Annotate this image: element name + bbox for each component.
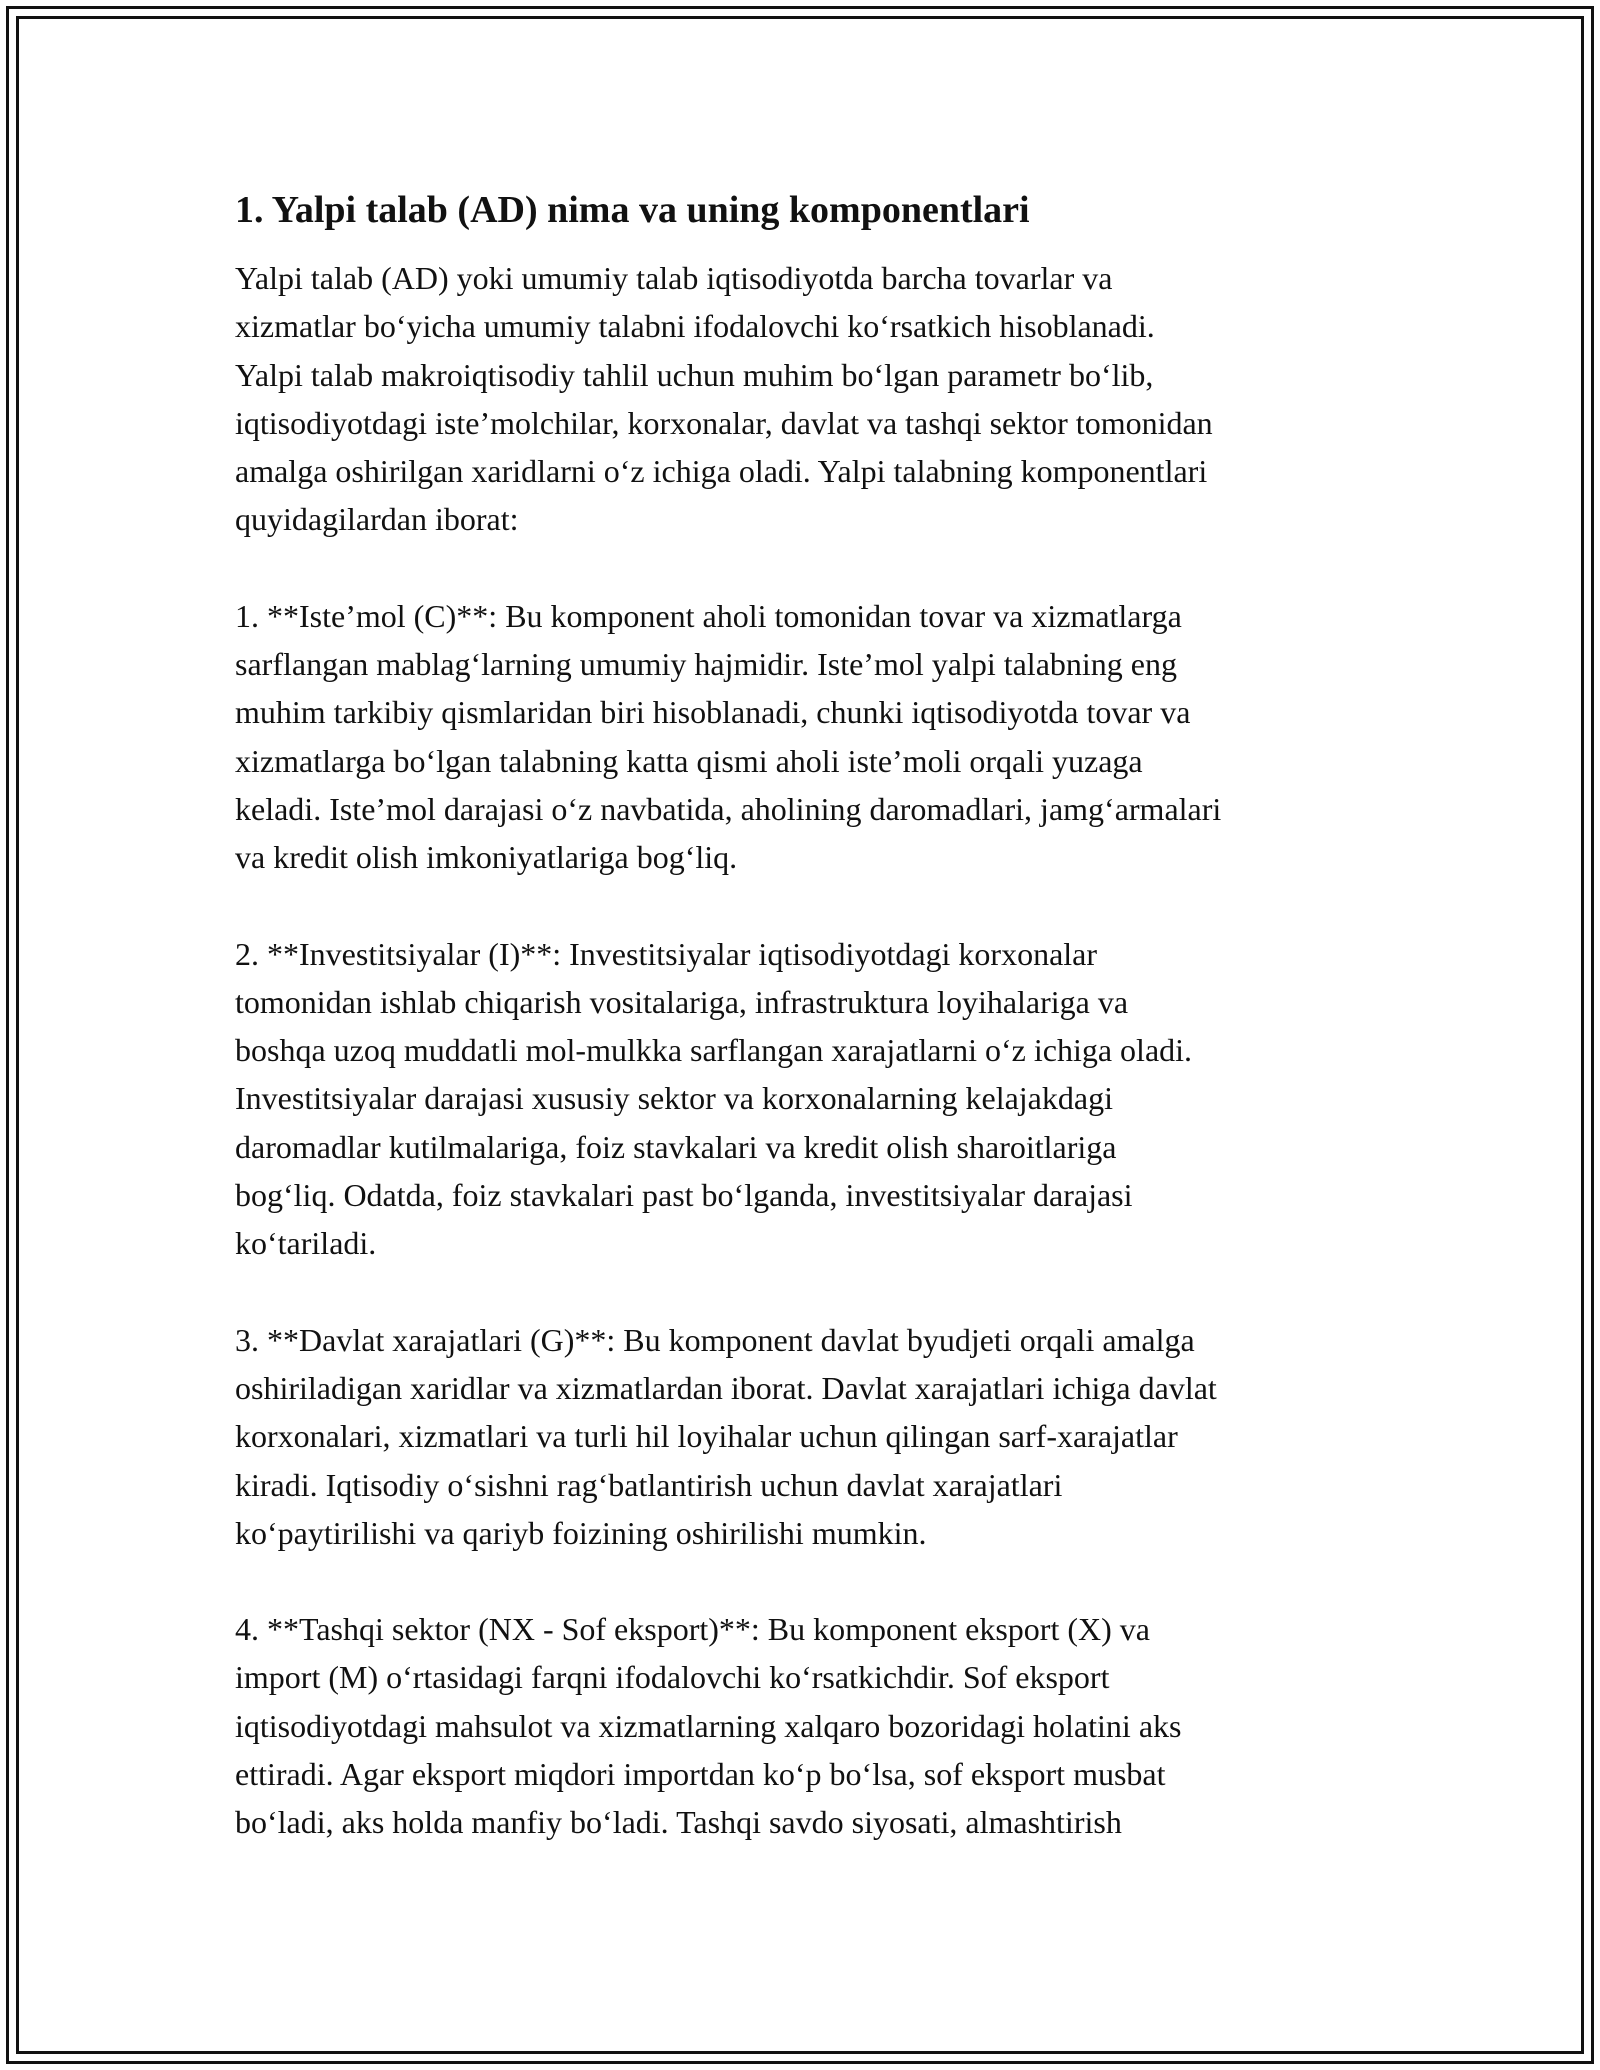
paragraph-2 <box>235 592 1375 882</box>
text-line: 4. **Tashqi sektor (NX - Sof eksport)**: Bu komponent eksport (X) va <box>235 1611 1150 1648</box>
text-line: ko‘tariladi. <box>235 1225 377 1262</box>
text-line: bo‘ladi, aks holda manfiy bo‘ladi. Tashqi savdo siyosati, almashtirish <box>235 1804 1122 1841</box>
paragraph-list <box>235 254 1375 1847</box>
text-line: sarflangan mablag‘larning umumiy hajmidir. Iste’mol yalpi talabning eng <box>235 646 1177 683</box>
text-line: xizmatlar bo‘yicha umumiy talabni ifodalovchi ko‘rsatkich hisoblanadi. <box>235 308 1155 345</box>
text-line: 1. **Iste’mol (C)**: Bu komponent aholi tomonidan tovar va xizmatlarga <box>235 597 1182 634</box>
text-line: va kredit olish imkoniyatlariga bog‘liq. <box>235 839 738 876</box>
text-line: boshqa uzoq muddatli mol-mulkka sarflangan xarajatlarni o‘z ichiga oladi. <box>235 1032 1193 1069</box>
text-line: 3. **Davlat xarajatlari (G)**: Bu komponent davlat byudjeti orqali amalga <box>235 1321 1195 1358</box>
text-line: quyidagilardan iborat: <box>235 501 519 538</box>
paragraph-1 <box>235 254 1375 544</box>
paragraph-3 <box>235 930 1375 1268</box>
text-line: kiradi. Iqtisodiy o‘sishni rag‘batlantirish uchun davlat xarajatlari <box>235 1466 1063 1503</box>
text-line: iqtisodiyotdagi iste’molchilar, korxonalar, davlat va tashqi sektor tomonidan <box>235 404 1213 441</box>
paragraph-5 <box>235 1605 1375 1846</box>
text-line: 2. **Investitsiyalar (I)**: Investitsiyalar iqtisodiyotdagi korxonalar <box>235 935 1098 972</box>
text-line: muhim tarkibiy qismlaridan biri hisoblanadi, chunki iqtisodiyotda tovar va <box>235 694 1191 731</box>
text-line: ettiradi. Agar eksport miqdori importdan ko‘p bo‘lsa, sof eksport musbat <box>235 1756 1166 1793</box>
text-line: Yalpi talab makroiqtisodiy tahlil uchun muhim bo‘lgan parametr bo‘lib, <box>235 356 1154 393</box>
text-line: Yalpi talab (AD) yoki umumiy talab iqtisodiyotda barcha tovarlar va <box>235 260 1113 296</box>
text-line: keladi. Iste’mol darajasi o‘z navbatida, aholining daromadlari, jamg‘armalari <box>235 790 1222 827</box>
text-line: tomonidan ishlab chiqarish vositalariga, infrastruktura loyihalariga va <box>235 983 1129 1020</box>
text-line: ko‘paytirilishi va qariyb foizining oshirilishi mumkin. <box>235 1514 927 1551</box>
text-line: oshiriladigan xaridlar va xizmatlardan iborat. Davlat xarajatlari ichiga davlat <box>235 1369 1217 1406</box>
text-line: bog‘liq. Odatda, foiz stavkalari past bo‘lganda, investitsiyalar darajasi <box>235 1177 1133 1214</box>
text-line: korxonalari, xizmatlari va turli hil loyihalar uchun qilingan sarf-xarajatlar <box>235 1418 1178 1455</box>
section-heading: 1. Yalpi talab (AD) nima va uning komponentlari <box>235 189 1030 231</box>
text-line: xizmatlarga bo‘lgan talabning katta qismi aholi iste’moli orqali yuzaga <box>235 742 1143 779</box>
text-line: import (M) o‘rtasidagi farqni ifodalovchi ko‘rsatkichdir. Sof eksport <box>235 1659 1110 1696</box>
document-body <box>235 186 1375 1895</box>
text-line: amalga oshirilgan xaridlarni o‘z ichiga oladi. Yalpi talabning komponentlari <box>235 453 1208 490</box>
text-line: daromadlar kutilmalariga, foiz stavkalari va kredit olish sharoitlariga <box>235 1128 1117 1165</box>
text-line: iqtisodiyotdagi mahsulot va xizmatlarning xalqaro bozoridagi holatini aks <box>235 1707 1182 1744</box>
text-line: Investitsiyalar darajasi xususiy sektor va korxonalarning kelajakdagi <box>235 1080 1113 1117</box>
paragraph-4 <box>235 1316 1375 1557</box>
